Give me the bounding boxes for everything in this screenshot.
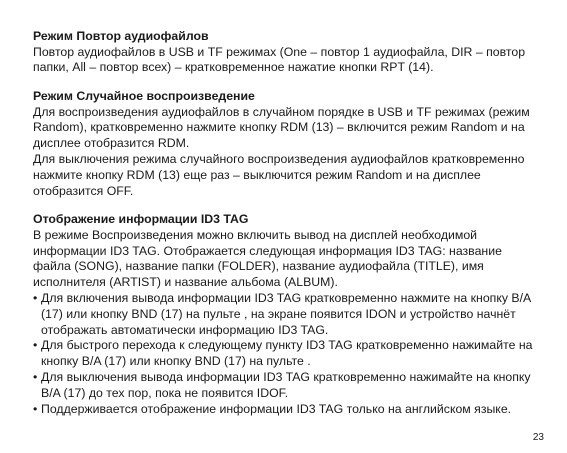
bullet-item: [33, 291, 543, 338]
section-id3-tag: [33, 211, 543, 417]
manual-page: [33, 28, 543, 429]
bullet-marker: •: [33, 370, 38, 385]
section-paragraph: В режиме Воспроизведения можно включить вывод на дисплей необходимой информации ID3 TAG. Отображается следующая информация ID3 TAG: название файла (SONG), название папки (FOLDER), название аудиофайла (TITLE), имя исполнителя (ARTIST) и название альбома (ALBUM).: [33, 227, 502, 290]
bullet-marker: •: [33, 291, 38, 306]
section-heading: Режим Случайное воспроизведение: [33, 89, 255, 104]
bullet-marker: •: [33, 401, 38, 416]
section-paragraph: Повтор аудиофайлов в USB и TF режимах (One – повтор 1 аудиофайла, DIR – повтор папки, All – повтор всех) – кратковременное нажатие кнопки RPT (14).: [33, 44, 526, 75]
section-heading: Режим Повтор аудиофайлов: [33, 29, 209, 43]
bullet-item: [33, 338, 543, 370]
bullet-text: Для быстрого перехода к следующему пункту ID3 TAG кратковременно нажимайте на кнопку B/A (17) или кнопку BND (17) на пульте .: [41, 338, 533, 369]
section-repeat-mode: [33, 28, 543, 76]
section-paragraph: Для выключения режима случайного воспроизведения аудиофайлов кратковременно нажмите кнопку RDM (13) еще раз – выключится режим Random и на дисплее отобразится OFF.: [33, 151, 525, 198]
bullet-text: Для выключения вывода информации ID3 TAG кратковременно нажимайте на кнопку B/A (17) до тех пор, пока не появится IDOF.: [41, 370, 531, 400]
bullet-text: Поддерживается отображение информации ID3 TAG только на английском языке.: [41, 401, 512, 416]
bullet-item: [33, 370, 543, 402]
bullet-text: Для включения вывода информации ID3 TAG кратковременно нажмите на кнопку B/A (17) или кнопку BND (17) на пульте , на экране появится IDON и устройство начнёт отображать автоматически информацию ID3 TAG.: [41, 291, 531, 337]
page-number: 23: [532, 432, 544, 443]
section-paragraph: Для воспроизведения аудиофайлов в случайном порядке в USB и TF режимах (режим Random), кратковременно нажмите кнопку RDM (13) – включится режим Random и на дисплее отобразится RDM.: [33, 104, 530, 151]
section-heading: Отображение информации ID3 TAG: [33, 212, 249, 227]
section-random-mode: [33, 88, 543, 199]
bullet-marker: •: [33, 338, 38, 353]
bullet-item: [33, 402, 543, 418]
